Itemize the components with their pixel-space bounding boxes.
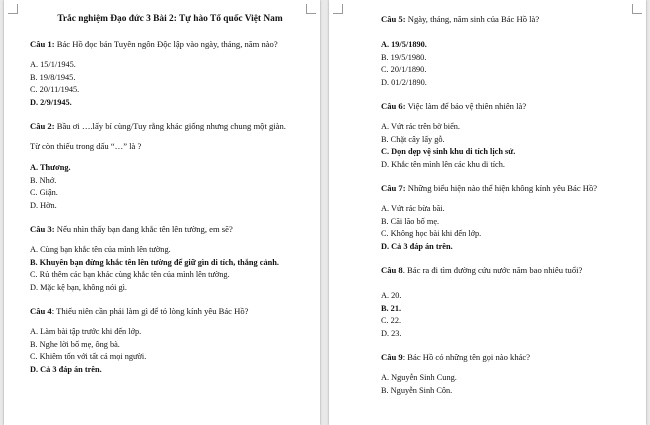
question-text: Ngày, tháng, năm sinh của Bác Hồ là? — [405, 14, 540, 24]
question-subtext: Từ còn thiếu trong dấu “…” là ? — [30, 141, 142, 151]
question-text: Những biểu hiện nào thể hiện không kính yêu Bác Hồ? — [405, 183, 598, 193]
answer-option: C. Giận. — [30, 188, 58, 197]
question-label: Câu 9 — [381, 352, 403, 362]
question-2 — [30, 121, 310, 132]
answer-option: A. Vứt rác trên bờ biển. — [381, 122, 461, 131]
answer-option-correct: D. Cả 3 đáp án trên. — [381, 241, 453, 251]
answer-option: A. 15/1/1945. — [30, 60, 76, 69]
answer-option: C. 20/11/1945. — [30, 85, 80, 94]
question-label: Câu 2: — [30, 121, 55, 131]
question-text: . Bác ra đi tìm đường cứu nước năm bao nhiêu tuổi? — [402, 265, 583, 275]
answer-option: C. 20/1/1890. — [381, 65, 427, 74]
question-label: Câu 1: — [30, 39, 55, 49]
answer-option-correct: D. Cả 3 đáp án trên. — [30, 364, 102, 374]
margin-marker — [632, 4, 642, 14]
question-label: Câu 6: — [381, 101, 406, 111]
answer-list — [30, 59, 310, 109]
answer-list — [30, 244, 310, 294]
question-label: Câu 8 — [381, 265, 403, 275]
answer-option: B. Cãi lão bố mẹ. — [381, 216, 440, 226]
answer-option-correct: A. 19/5/1890. — [381, 40, 427, 49]
answer-option-correct: B. Khuyên bạn đừng khắc tên lên tường để giữ gìn di tích, thắng cảnh. — [30, 257, 279, 267]
answer-option: D. 23. — [381, 328, 402, 338]
margin-marker — [8, 4, 18, 14]
question-label: Câu 7: — [381, 183, 406, 193]
page-right — [329, 0, 646, 425]
question-text: Bầu ơi ….lấy bí cùng/Tuy rằng khác giống nhưng chung một giàn. — [54, 121, 286, 131]
answer-option: C. Không học bài khi đến lớp. — [381, 229, 482, 238]
question-7 — [381, 183, 636, 194]
document-title: Trắc nghiệm Đạo đức 3 Bài 2: Tự hào Tổ quốc Việt Nam — [57, 14, 283, 24]
answer-list — [30, 326, 310, 376]
answer-option: B. 19/8/1945. — [30, 72, 76, 82]
answer-list — [381, 121, 636, 171]
question-8 — [381, 265, 636, 276]
answer-option: D. Mặc kệ bạn, không nói gì. — [30, 282, 128, 292]
answer-option: D. Hờn. — [30, 200, 57, 210]
answer-list — [381, 372, 636, 397]
answer-option: A. 20. — [381, 291, 402, 300]
question-1 — [30, 39, 310, 50]
answer-option: B. Nguyễn Sinh Côn. — [381, 385, 453, 395]
question-9 — [381, 352, 636, 363]
question-text: Nếu nhìn thấy bạn đang khắc tên lên tường, em sẽ? — [54, 224, 233, 234]
question-text: Bác Hồ đọc bản Tuyên ngôn Độc lập vào ngày, tháng, năm nào? — [54, 39, 278, 49]
page-left — [4, 0, 320, 425]
answer-option: A. Làm bài tập trước khi đến lớp. — [30, 327, 142, 336]
answer-option-correct: B. 21. — [381, 303, 402, 313]
question-label: Câu 3: — [30, 224, 55, 234]
question-text: : Thiếu niên cần phải làm gì để tỏ lòng kính yêu Bác Hồ? — [51, 306, 249, 316]
answer-option-correct: C. Dọn dẹp vệ sinh khu di tích lịch sử. — [381, 147, 516, 156]
answer-list — [30, 162, 310, 212]
answer-option: B. Nghe lời bố mẹ, ông bà. — [30, 339, 120, 349]
answer-option: B. Nhớ. — [30, 175, 57, 185]
answer-option: B. Chặt cây lấy gỗ. — [381, 134, 445, 144]
margin-marker — [333, 4, 343, 14]
question-5 — [381, 14, 636, 25]
answer-option: C. Rủ thêm các bạn khác cùng khắc tên của mình lên tường. — [30, 270, 230, 279]
answer-option: C. Khiêm tốn với tất cả mọi người. — [30, 352, 147, 361]
answer-option: A. Nguyễn Sinh Cung. — [381, 373, 457, 382]
question-text: Việc làm để bảo vệ thiên nhiên là? — [405, 101, 527, 111]
answer-option: C. 22. — [381, 316, 402, 325]
answer-option-correct: D. 2/9/1945. — [30, 97, 72, 107]
margin-marker — [306, 4, 316, 14]
question-text: : Bác Hồ có những tên gọi nào khác? — [402, 352, 531, 362]
answer-option: D. 01/2/1890. — [381, 77, 427, 87]
answer-option: A. Cùng bạn khắc tên của mình lên tường. — [30, 245, 171, 254]
answer-option: B. 19/5/1980. — [381, 52, 427, 62]
answer-option: D. Khắc tên mình lên các khu di tích. — [381, 159, 505, 169]
answer-option: A. Vứt rác bừa bãi. — [381, 204, 445, 213]
answer-list — [381, 39, 636, 89]
question-4 — [30, 306, 310, 317]
question-label: Câu 4 — [30, 306, 52, 316]
answer-list — [381, 203, 636, 253]
question-label: Câu 5: — [381, 14, 406, 24]
answer-option-correct: A. Thương. — [30, 163, 71, 172]
question-3 — [30, 224, 310, 235]
question-6 — [381, 101, 636, 112]
answer-list — [381, 290, 636, 340]
